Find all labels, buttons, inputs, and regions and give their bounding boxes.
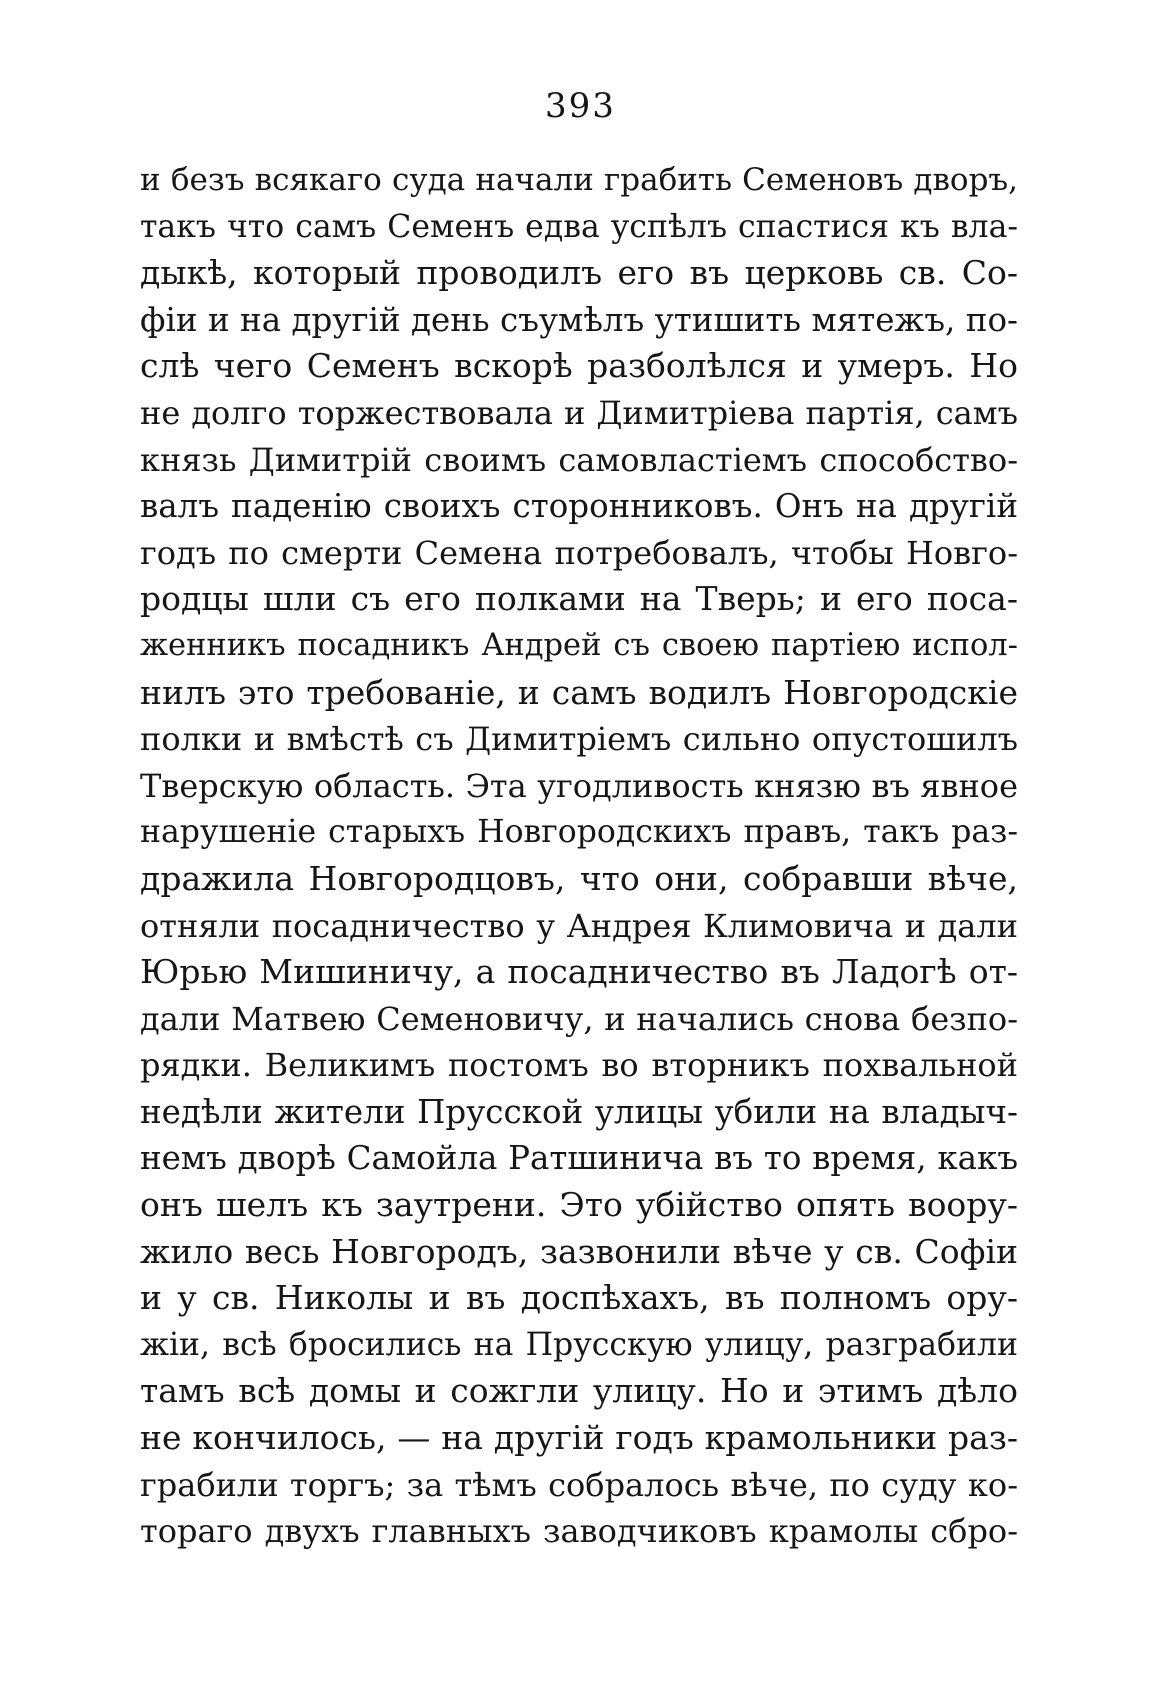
text-line: князь Димитрій своимъ самовластіемъ способство- bbox=[140, 440, 1018, 479]
text-line: не долго торжествовала и Димитріева партія, самъ bbox=[140, 393, 1018, 432]
text-line: полки и вмѣстѣ съ Димитріемъ сильно опустошилъ bbox=[140, 720, 1018, 759]
text-line: и у св. Николы и въ доспѣхахъ, въ полномъ ору- bbox=[140, 1278, 1018, 1318]
text-line: валъ паденію своихъ сторонниковъ. Онъ на другій bbox=[140, 487, 1018, 526]
text-line: дали Матвею Семеновичу, и начались снова безпо- bbox=[140, 999, 1018, 1038]
text-line: грабили торгъ; за тѣмъ собралось вѣче, по суду ко- bbox=[140, 1465, 1018, 1504]
text-line: жіи, всѣ бросились на Прусскую улицу, разграбили bbox=[140, 1326, 1018, 1363]
text-line: дыкѣ, который проводилъ его въ церковь св. Со- bbox=[140, 253, 1018, 293]
text-line: нилъ это требованіе, и самъ водилъ Новгородскіе bbox=[140, 672, 1018, 712]
text-line: немъ дворѣ Самойла Ратшинича въ то время, какъ bbox=[140, 1139, 1018, 1178]
text-line: слѣ чего Семенъ вскорѣ разболѣлся и умеръ. Но bbox=[140, 346, 1018, 386]
text-line: рядки. Великимъ постомъ во вторникъ похвальной bbox=[140, 1046, 1018, 1085]
text-line: онъ шелъ къ заутрени. Это убійство опять воору- bbox=[140, 1185, 1018, 1225]
text-line: недѣли жители Прусской улицы убили на владыч- bbox=[140, 1092, 1018, 1131]
text-line: тораго двухъ главныхъ заводчиковъ крамолы сбро- bbox=[140, 1512, 1018, 1551]
text-line: тамъ всѣ домы и сожгли улицу. Но и этимъ дѣло bbox=[140, 1371, 1018, 1411]
text-line: такъ что самъ Семенъ едва успѣлъ спастися къ вла- bbox=[140, 208, 1018, 245]
text-line: женникъ посадникъ Андрей съ своею партіею испол- bbox=[140, 627, 1018, 663]
text-line: отняли посадничество у Андрея Климовича и дали bbox=[140, 906, 1018, 945]
text-line: не кончилось, — на другій годъ крамольники раз- bbox=[140, 1418, 1018, 1458]
text-line: нарушеніе старыхъ Новгородскихъ правъ, такъ раз- bbox=[140, 814, 1018, 851]
text-line: фіи и на другій день съумѣлъ утишить мятежъ, по- bbox=[140, 300, 1018, 339]
text-line: и безъ всякаго суда начали грабить Семеновъ дворъ, bbox=[140, 162, 1018, 198]
text-line: дражила Новгородцовъ, что они, собравши вѣче, bbox=[140, 858, 1018, 898]
text-line: Тверскую область. Эта угодливость князю въ явное bbox=[140, 766, 1018, 805]
text-line: жило весь Новгородъ, зазвонили вѣче у св. Софіи bbox=[140, 1231, 1018, 1271]
text-line: Юрью Мишиничу, а посадничество въ Ладогѣ от- bbox=[140, 952, 1018, 992]
body-text bbox=[140, 157, 1018, 1555]
text-line: годъ по смерти Семена потребовалъ, чтобы Новго- bbox=[140, 533, 1018, 572]
text-line: родцы шли съ его полками на Тверь; и его поса- bbox=[140, 579, 1018, 619]
page-number: 393 bbox=[545, 86, 616, 126]
